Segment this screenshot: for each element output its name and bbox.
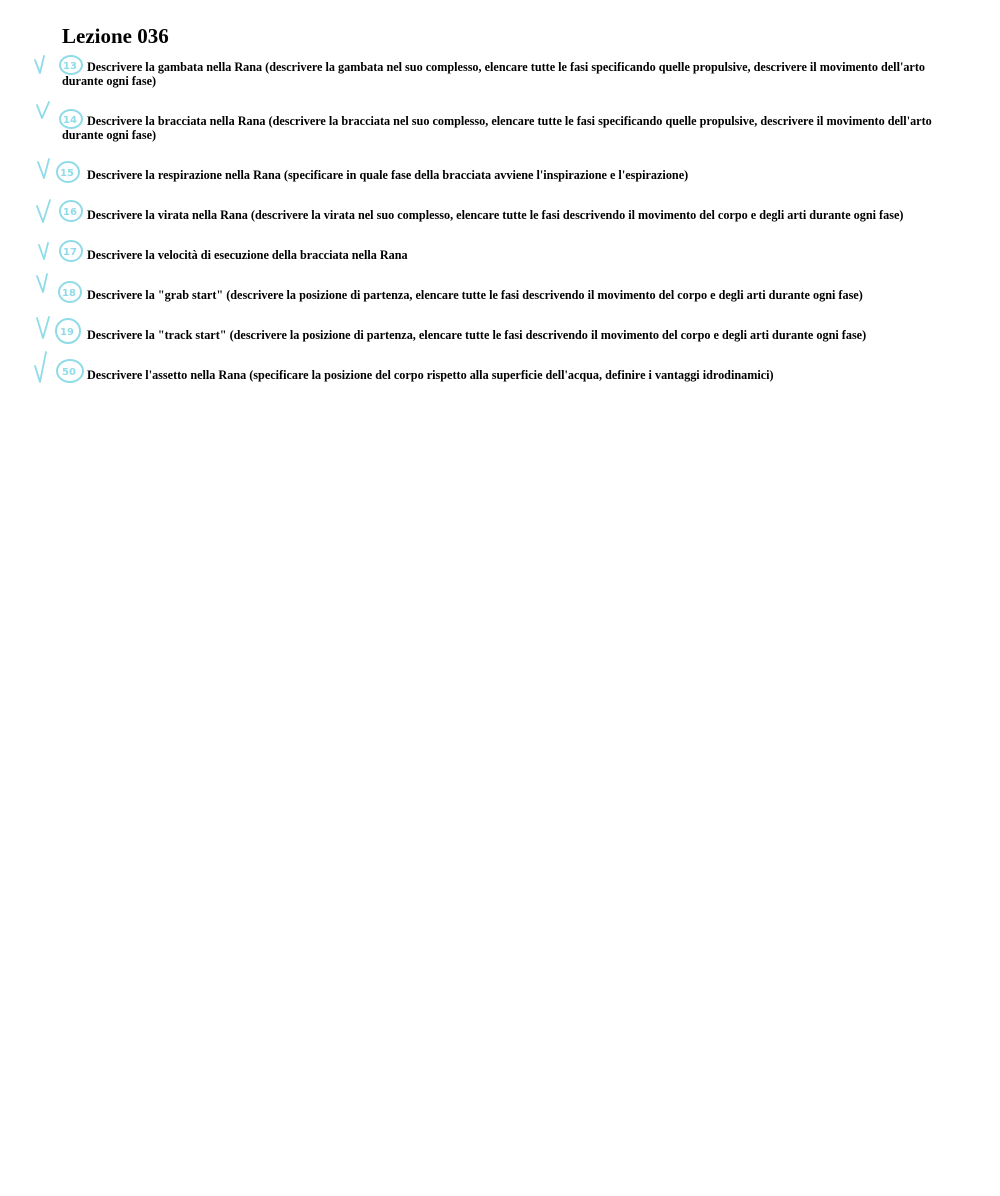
handwritten-mark-8 [32,350,88,386]
question-1-text: Descrivere la gambata nella Rana (descrivere la gambata nel suo complesso, elencare tutte le fasi specificando quelle propulsive, descrivere il movimento dell'arto durante ogni fase) [62,60,925,88]
question-4-text: Descrivere la virata nella Rana (descrivere la virata nel suo complesso, elencare tutte le fasi descrivendo il movimento del corpo e degli arti durante ogni fase) [87,208,904,222]
handwritten-mark-6 [34,272,90,306]
question-2 [62,114,942,142]
question-5-text: Descrivere la velocità di esecuzione della bracciata nella Rana [87,248,408,262]
question-6-text: Descrivere la "grab start" (descrivere la posizione di partenza, elencare tutte le fasi descrivendo il movimento del corpo e degli arti durante ogni fase) [87,288,863,302]
question-5 [62,248,942,262]
question-3-text: Descrivere la respirazione nella Rana (specificare in quale fase della bracciata avviene l'inspirazione e l'espirazione) [87,168,689,182]
question-1 [62,60,942,88]
handwritten-mark-3 [35,156,91,186]
mark-2-number: 14 [63,115,77,126]
question-7 [62,328,942,342]
handwritten-mark-1 [32,54,88,80]
handwritten-mark-2 [34,100,90,130]
question-6 [62,288,942,302]
question-8 [62,368,942,382]
page-title: Lezione 036 [62,24,169,48]
question-2-text: Descrivere la bracciata nella Rana (descrivere la bracciata nel suo complesso, elencare tutte le fasi specificando quelle propulsive, descrivere il movimento dell'arto durante ogni fase) [62,114,932,142]
handwritten-mark-7 [34,314,90,348]
question-7-text: Descrivere la "track start" (descrivere la posizione di partenza, elencare tutte le fasi descrivendo il movimento del corpo e degli arti durante ogni fase) [87,328,867,342]
mark-4-number: 16 [63,207,77,218]
question-8-text: Descrivere l'assetto nella Rana (specificare la posizione del corpo rispetto alla superficie dell'acqua, definire i vantaggi idrodinamici) [87,368,774,382]
question-3 [62,168,942,182]
mark-6-number: 18 [62,288,76,299]
mark-8-number: 50 [62,367,76,378]
handwritten-mark-5 [35,237,91,267]
mark-7-number: 19 [60,327,74,338]
mark-5-number: 17 [63,247,77,258]
question-4 [62,208,942,222]
mark-3-number: 15 [60,168,74,179]
mark-1-number: 13 [63,61,77,72]
handwritten-mark-4 [34,196,90,228]
